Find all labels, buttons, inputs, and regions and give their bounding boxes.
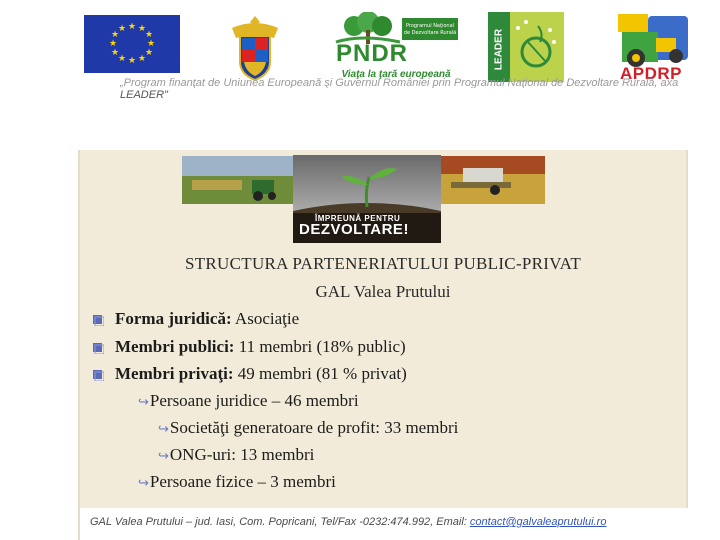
sub-item-societati: [158, 418, 458, 438]
curved-arrow-icon: ↪: [158, 448, 169, 463]
svg-text:★: ★: [144, 30, 154, 40]
svg-text:Programul Naţional: Programul Naţional: [405, 23, 455, 29]
sub-item-persoane-juridice: [138, 391, 359, 411]
apdrp-text: APDRP: [620, 64, 683, 83]
curved-arrow-icon: ↪: [138, 475, 149, 490]
leader-text: LEADER: [493, 28, 505, 71]
slide-subtitle: GAL Valea Prutului: [315, 282, 451, 301]
slide-title: STRUCTURA PARTENERIATULUI PUBLIC-PRIVAT: [184, 254, 582, 273]
square-bullet-icon: [92, 342, 104, 354]
svg-text:★: ★: [137, 54, 147, 64]
right-rule: [686, 150, 688, 508]
program-note: [120, 76, 680, 103]
pndr-text: PNDR: [336, 40, 409, 67]
svg-text:★: ★: [117, 24, 127, 34]
svg-text:★: ★: [110, 48, 120, 58]
svg-text:★: ★: [127, 56, 137, 66]
harvest-photo-left: [182, 156, 294, 204]
svg-text:de Dezvoltare Rurală: de Dezvoltare Rurală: [403, 30, 457, 36]
list-item-value: 11 membri (18% public): [234, 337, 406, 356]
eu-flag-logo: [84, 15, 180, 73]
program-note-line2: LEADER": [120, 89, 168, 101]
svg-text:★: ★: [127, 22, 137, 32]
program-note-line1: „Program finanţat de Uniunea Europeană şi Guvernul României prin Programul Naţional de Dezvoltare Rurală, axa: [120, 77, 679, 88]
square-bullet-icon: [92, 369, 104, 381]
apdrp-logo: [616, 10, 696, 86]
sub-item-text: Persoane juridice – 46 membri: [149, 391, 359, 410]
sub-item-ong: [158, 445, 314, 465]
sub-item-text: ONG-uri: 13 membri: [169, 445, 315, 464]
banner-line1: ÎMPREUNĂ PENTRU: [315, 214, 401, 223]
list-item-value: Asociaţie: [231, 309, 300, 328]
curved-arrow-icon: ↪: [158, 421, 169, 436]
list-item-label: Membri privaţi:: [115, 364, 234, 383]
banner-line2: DEZVOLTARE!: [299, 221, 409, 238]
curved-arrow-icon: ↪: [138, 394, 149, 409]
list-item-value: 49 membri (81 % privat): [233, 364, 407, 383]
pndr-tagline: Viaţa la ţară europeană: [341, 69, 451, 80]
harvest-photo-right: [441, 156, 545, 204]
svg-text:★: ★: [110, 30, 120, 40]
leader-logo: [488, 12, 564, 82]
svg-text:★: ★: [146, 39, 156, 49]
list-item-label: Forma juridică:: [115, 309, 232, 328]
sub-item-text: Societăţi generatoare de profit: 33 membri: [169, 418, 459, 437]
sub-item-text: Persoane fizice – 3 membri: [149, 472, 336, 491]
svg-text:★: ★: [137, 24, 147, 34]
footer-email-link[interactable]: contact@galvaleaprutului.ro: [469, 516, 607, 528]
list-item-publici: [115, 337, 406, 357]
svg-text:★: ★: [117, 54, 127, 64]
list-item-label: Membri publici:: [115, 337, 235, 356]
seedling-banner: [293, 155, 441, 243]
footer-contact: [90, 516, 606, 528]
svg-text:★: ★: [108, 39, 118, 49]
list-item-privati: [115, 364, 407, 384]
pndr-logo: [332, 12, 460, 84]
sub-item-persoane-fizice: [138, 472, 336, 492]
romania-crest-logo: [226, 12, 284, 82]
list-item-forma: [115, 309, 299, 329]
footer-text: GAL Valea Prutului – jud. Iasi, Com. Popricani, Tel/Fax -0232:474.992, Email:: [90, 516, 470, 528]
svg-text:★: ★: [144, 48, 154, 58]
square-bullet-icon: [92, 314, 104, 326]
